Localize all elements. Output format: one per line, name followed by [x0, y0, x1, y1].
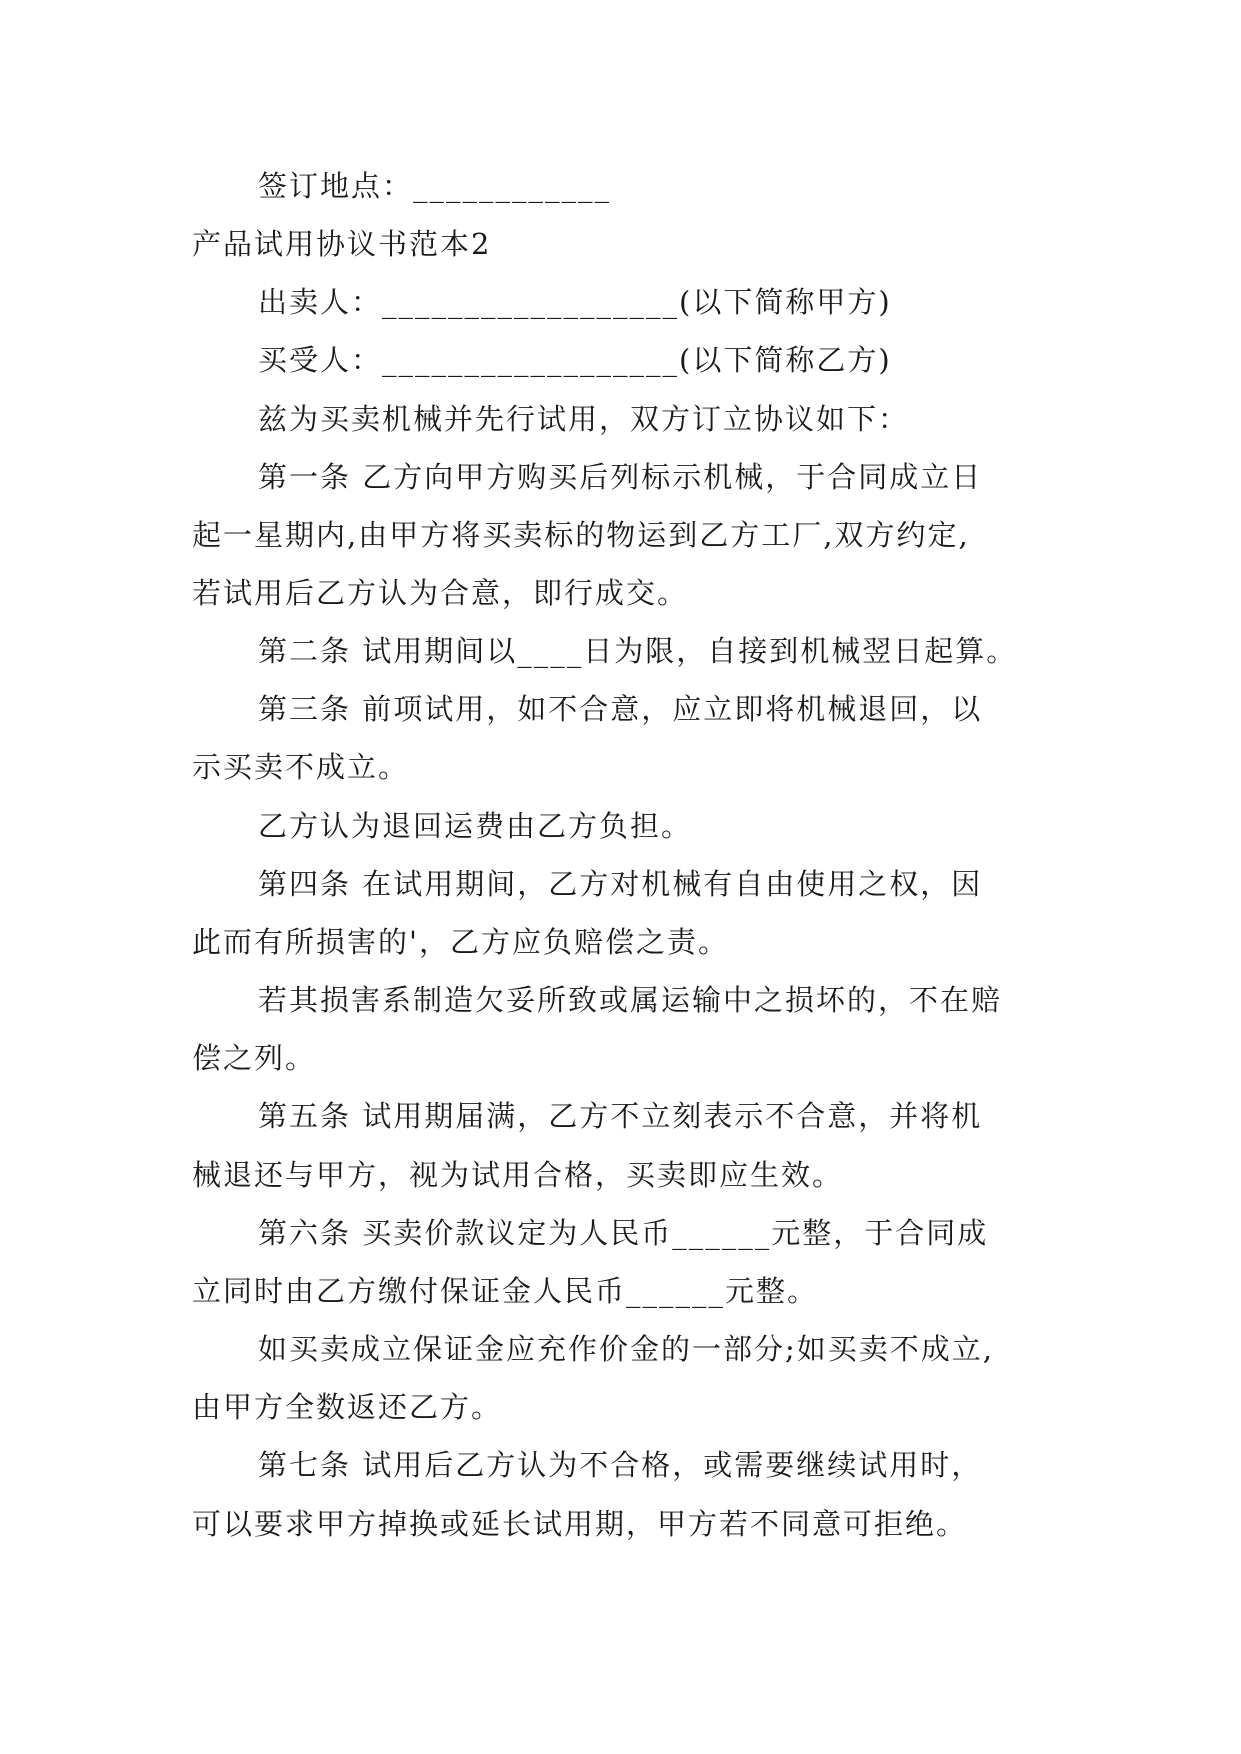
buyer-line: 买受人：__________________(以下简称乙方) — [258, 343, 892, 377]
freight-line: 乙方认为退回运费由乙方负担。 — [258, 809, 693, 843]
article-6-line-2: 立同时由乙方缴付保证金人民币______元整。 — [192, 1274, 819, 1308]
seller-line: 出卖人：__________________(以下简称甲方) — [258, 285, 892, 319]
article-4-line-2: 此而有所损害的'，乙方应负赔偿之责。 — [192, 925, 729, 959]
article-4-line-1: 第四条 在试用期间，乙方对机械有自由使用之权，因 — [258, 867, 983, 901]
article-5-line-1: 第五条 试用期届满，乙方不立刻表示不合意，并将机 — [258, 1099, 983, 1133]
article-7-line-2: 可以要求甲方掉换或延长试用期，甲方若不同意可拒绝。 — [192, 1507, 968, 1541]
damage-line-1: 若其损害系制造欠妥所致或属运输中之损坏的，不在赔 — [258, 983, 1003, 1017]
preamble-line: 兹为买卖机械并先行试用，双方订立协议如下： — [258, 402, 910, 436]
deposit-line-2: 由甲方全数返还乙方。 — [192, 1390, 503, 1424]
article-7-line-1: 第七条 试用后乙方认为不合格，或需要继续试用时， — [258, 1448, 983, 1482]
deposit-line-1: 如买卖成立保证金应充作价金的一部分;如买卖不成立, — [258, 1332, 994, 1366]
damage-line-2: 偿之列。 — [192, 1041, 317, 1075]
article-1-line-3: 若试用后乙方认为合意，即行成交。 — [192, 576, 689, 610]
article-3-line-1: 第三条 前项试用，如不合意，应立即将机械退回，以 — [258, 692, 983, 726]
document-title: 产品试用协议书范本2 — [192, 227, 492, 261]
article-1-line-2: 起一星期内,由甲方将买卖标的物运到乙方工厂,双方约定, — [192, 518, 970, 552]
article-5-line-2: 械退还与甲方，视为试用合格，买卖即应生效。 — [192, 1158, 844, 1192]
article-3-line-2: 示买卖不成立。 — [192, 750, 410, 784]
signing-place-line: 签订地点：____________ — [258, 169, 612, 203]
article-2-line-1: 第二条 试用期间以____日为限，自接到机械翌日起算。 — [258, 634, 1018, 668]
article-1-line-1: 第一条 乙方向甲方购买后列标示机械，于合同成立日 — [258, 460, 983, 494]
article-6-line-1: 第六条 买卖价款议定为人民币______元整，于合同成 — [258, 1216, 989, 1250]
